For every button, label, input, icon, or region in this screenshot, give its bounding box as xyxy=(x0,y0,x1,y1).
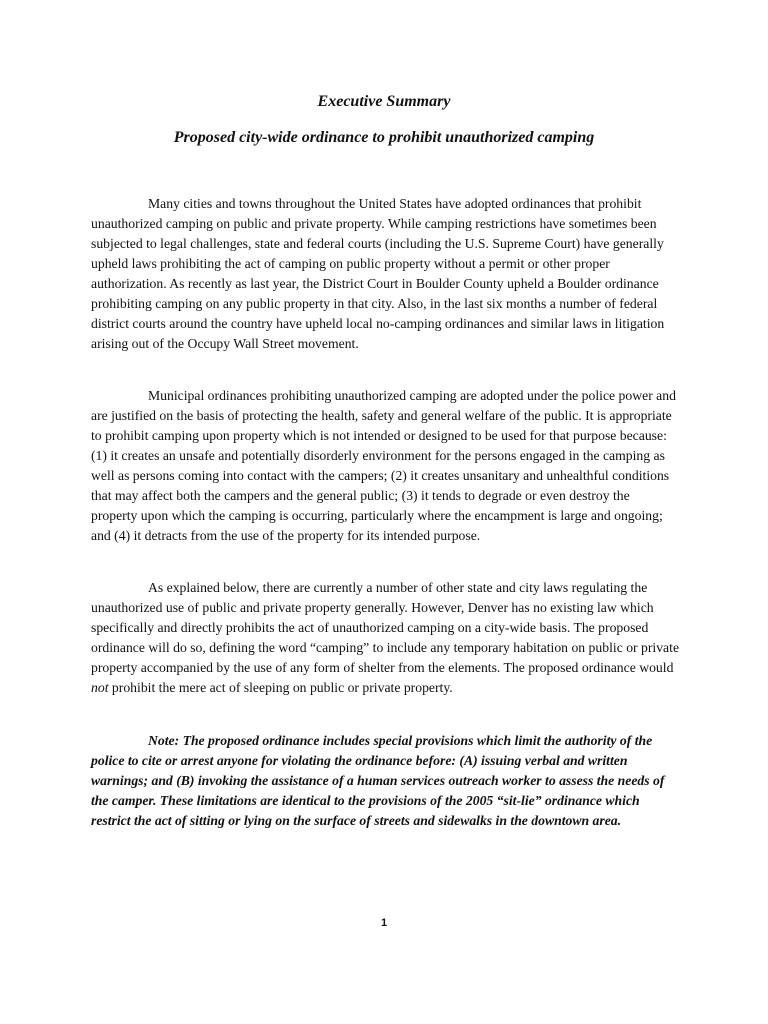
paragraph-3-text-start: As explained below, there are currently a number of other state and city laws regulating the unauthorized use of public and private property generally. However, Denver has no existing law which specifically and directly prohibits the act of unauthorized camping on a city-wide basis. The proposed ordinance will do so, defining the word “camping” to include any temporary habitation on public or private property accompanied by the use of any form of shelter from the elements. The proposed ordinance would xyxy=(91,580,680,675)
paragraph-1: Many cities and towns throughout the United States have adopted ordinances that prohibit unauthorized camping on public and private property. While camping restrictions have sometimes been subjected to legal challenges, state and federal courts (including the U.S. Supreme Court) have generally upheld laws prohibiting the act of camping on public property without a permit or other proper authorization. As recently as last year, the District Court in Boulder County upheld a Boulder ordinance prohibiting camping on any public property in that city. Also, in the last six months a number of federal district courts around the country have upheld local no-camping ordinances and similar laws in litigation arising out of the Occupy Wall Street movement. xyxy=(91,196,665,351)
document-subtitle: Proposed city-wide ordinance to prohibit unauthorized camping xyxy=(173,129,595,146)
paragraph-2: Municipal ordinances prohibiting unauthorized camping are adopted under the police power and are justified on the basis of protecting the health, safety and general welfare of the public. It is appropriate to prohibit camping upon property which is not intended or designed to be used for that purpose because: (1) it creates an unsafe and potentially disorderly environment for the persons engaged in the camping as well as persons coming into contact with the campers; (2) it creates unsanitary and unhealthful conditions that may affect both the campers and the general public; (3) it tends to degrade or even destroy the property upon which the camping is occurring, particularly where the encampment is large and ongoing; and (4) it detracts from the use of the property for its intended purpose. xyxy=(91,388,676,543)
page-number: 1 xyxy=(380,917,388,929)
document-title: Executive Summary xyxy=(317,93,451,110)
paragraph-3-text-end: prohibit the mere act of sleeping on public or private property. xyxy=(108,680,453,695)
paragraph-3-emphasis: not xyxy=(91,680,109,695)
paragraph-3 xyxy=(91,578,679,698)
note-paragraph: Note: The proposed ordinance includes special provisions which limit the authority of the police to cite or arrest anyone for violating the ordinance before: (A) issuing verbal and written warnings; and (B) invoking the assistance of a human services outreach worker to assess the needs of the camper. These limitations are identical to the provisions of the 2005 “sit-lie” ordinance which restrict the act of sitting or lying on the surface of streets and sidewalks in the downtown area. xyxy=(91,733,665,828)
